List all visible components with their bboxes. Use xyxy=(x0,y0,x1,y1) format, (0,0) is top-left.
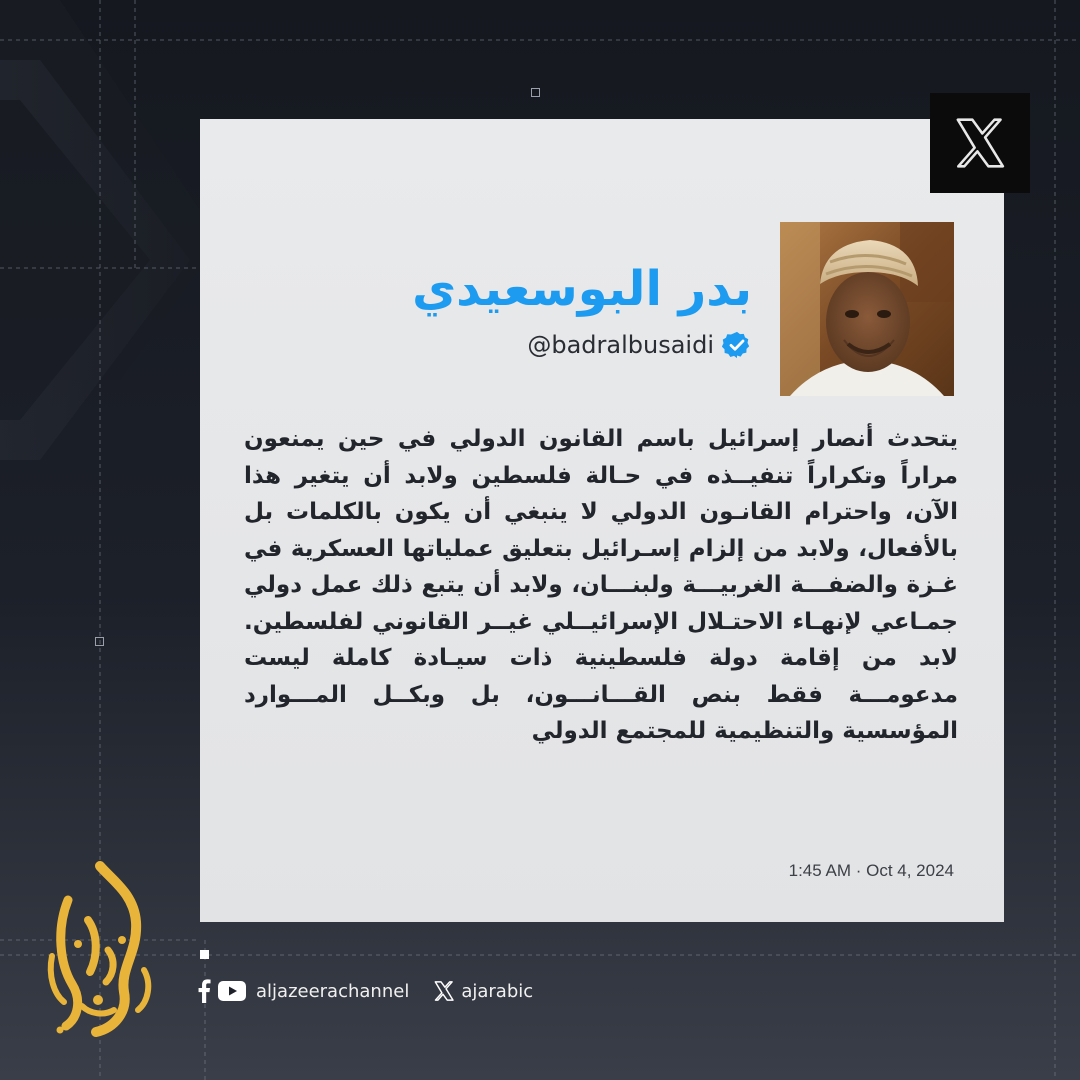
deco-square xyxy=(200,950,209,959)
tweet-timestamp[interactable]: 1:45 AM · Oct 4, 2024 xyxy=(788,861,954,880)
handle-row xyxy=(527,328,752,362)
aljazeera-logo-mark xyxy=(38,860,162,1038)
youtube-icon[interactable] xyxy=(218,981,246,1001)
aljazeera-logo xyxy=(38,860,162,1038)
x-logo-box xyxy=(930,93,1030,193)
social-handle-label[interactable]: aljazeerachannel xyxy=(256,980,410,1002)
deco-square xyxy=(531,88,540,97)
x-logo-icon xyxy=(952,115,1008,171)
user-handle[interactable]: @badralbusaidi xyxy=(527,331,714,359)
deco-square xyxy=(95,637,104,646)
facebook-icon[interactable] xyxy=(196,979,212,1003)
tweet-card xyxy=(200,119,1004,922)
x-handle-label[interactable]: ajarabic xyxy=(461,980,534,1002)
avatar-portrait xyxy=(780,222,954,396)
tweet-text: يتحدث أنصار إسرائيل باسم القانون الدولي في حين يمنعون مراراً وتكراراً تنفيــذه في حـالة فلسطين ولابد أن يتغير هذا الآن، واحترام القانـون الدولي لا ينبغي أن يكون بالكلمات بل بالأفعال، ولابد من إلزام إسـرائيل بتعليق عملياتها العسكرية في غـزة والضفـــة الغربيـــة ولبنـــان، ولابد أن يتبع ذلك عمل دولي جمـاعي لإنهـاء الاحتـلال الإسرائيــلي غيــر القانوني لفلسطين. لابد من إقامة دولة فلسطينية ذات سيـادة كاملة ليست مدعومـــة فقط بنص القـــانـــون، بل وبكــل المـــوارد المؤسسية والتنظيمية للمجتمع الدولي xyxy=(244,426,958,744)
verified-badge-icon xyxy=(722,330,752,360)
x-icon[interactable] xyxy=(433,980,455,1002)
avatar xyxy=(780,222,954,396)
display-name[interactable]: بدر البوسعيدي xyxy=(412,261,752,317)
footer-social xyxy=(196,976,533,1006)
